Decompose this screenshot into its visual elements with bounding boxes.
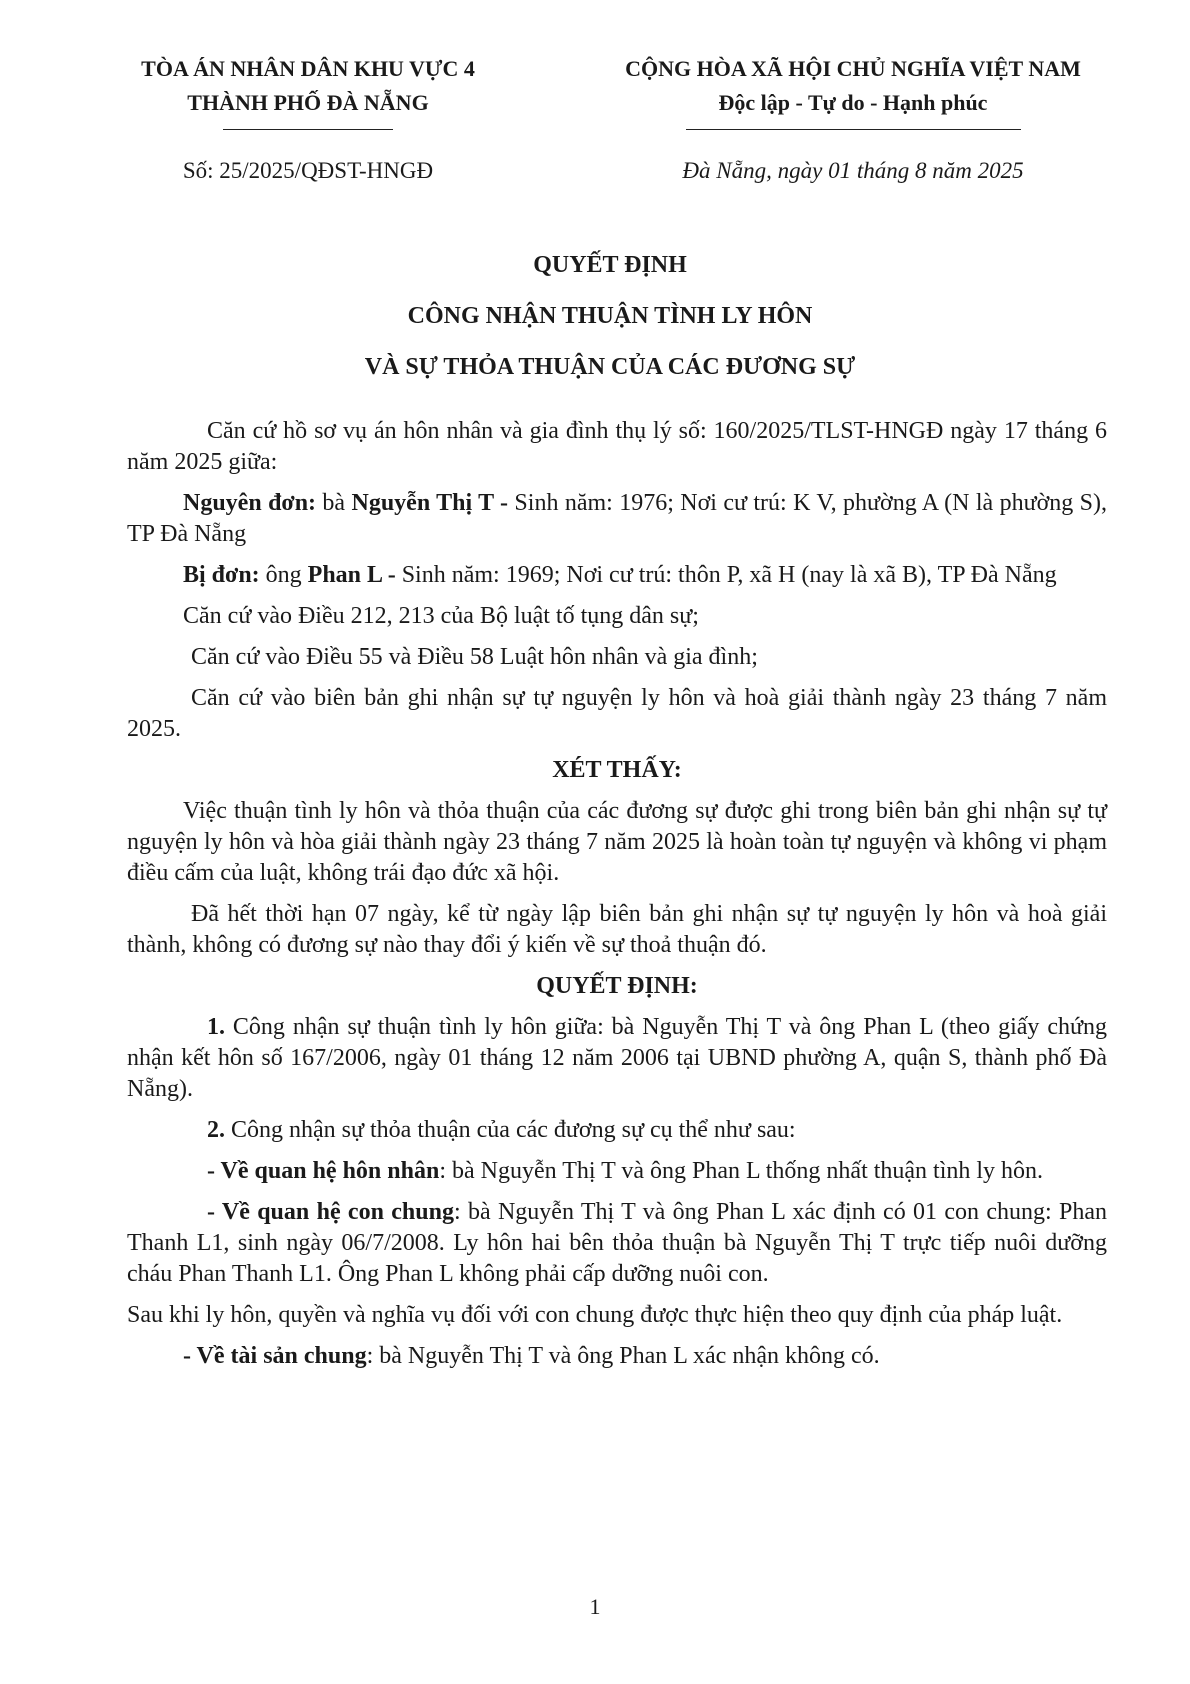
child-relation-paragraph xyxy=(127,1197,1107,1290)
defendant-prefix: ông xyxy=(259,562,308,588)
legal-basis-1: Căn cứ vào Điều 212, 213 của Bộ luật tố tụng dân sự; xyxy=(183,603,699,629)
document-body xyxy=(127,416,1107,1382)
court-name-line1: TÒA ÁN NHÂN DÂN KHU VỰC 4 xyxy=(141,56,475,81)
document-subtitle-1: CÔNG NHẬN THUẬN TÌNH LY HÔN xyxy=(407,303,813,329)
plaintiff-details: Sinh năm: 1976; Nơi cư trú: K V, phường A (N là phường S), TP Đà Nẵng xyxy=(127,490,1108,547)
court-name-line2: THÀNH PHỐ ĐÀ NẴNG xyxy=(187,90,429,115)
court-header xyxy=(108,52,508,130)
decision-item-1-text: Công nhận sự thuận tình ly hôn giữa: bà Nguyễn Thị T và ông Phan L (theo giấy chứng nhận kết hôn số 167/2006, ngày 01 tháng 12 năm 2006 tại UBND phường A, quận S, thành phố Đà Nẵng). xyxy=(127,1014,1107,1102)
after-divorce-paragraph: Sau khi ly hôn, quyền và nghĩa vụ đối với con chung được thực hiện theo quy định của pháp luật. xyxy=(127,1302,1063,1328)
marriage-relation-text: : bà Nguyễn Thị T và ông Phan L thống nhất thuận tình ly hôn. xyxy=(439,1158,1044,1184)
finding-paragraph-1: Việc thuận tình ly hôn và thỏa thuận của các đương sự được ghi trong biên bản ghi nhận sự tự nguyện ly hôn và hòa giải thành ngày 23 tháng 7 năm 2025 là hoàn toàn tự nguyện và không vi phạm điều cấm của luật, không trái đạo đức xã hội. xyxy=(127,798,1107,886)
defendant-label: Bị đơn: xyxy=(183,562,260,588)
national-header-underline xyxy=(686,129,1021,130)
plaintiff-label: Nguyên đơn: xyxy=(183,490,317,516)
national-header xyxy=(588,52,1118,130)
defendant-name: Phan L - xyxy=(307,562,396,588)
national-title: CỘNG HÒA XÃ HỘI CHỦ NGHĨA VIỆT NAM xyxy=(625,56,1081,81)
document-title: QUYẾT ĐỊNH xyxy=(533,252,687,278)
marriage-relation-paragraph xyxy=(127,1156,1107,1187)
marriage-relation-label: - Về quan hệ hôn nhân xyxy=(207,1158,440,1184)
child-relation-text: : bà Nguyễn Thị T và ông Phan L xác định có 01 con chung: Phan Thanh L1, sinh ngày 06/7/2008. Ly hôn hai bên thỏa thuận bà Nguyễn Thị T trực tiếp nuôi dưỡng cháu Phan Thanh L1. Ông Phan L không phải cấp dưỡng nuôi con. xyxy=(127,1199,1108,1287)
common-property-text: : bà Nguyễn Thị T và ông Phan L xác nhận không có. xyxy=(366,1343,880,1369)
court-header-underline xyxy=(223,129,393,130)
common-property-label: - Về tài sản chung xyxy=(183,1343,367,1369)
child-relation-label: - Về quan hệ con chung xyxy=(207,1199,454,1225)
decision-item-2-text: Công nhận sự thỏa thuận của các đương sự cụ thể như sau: xyxy=(225,1117,796,1143)
finding-paragraph-2: Đã hết thời hạn 07 ngày, kể từ ngày lập biên bản ghi nhận sự tự nguyện ly hôn và hoà giải thành, không có đương sự nào thay đổi ý kiến về sự thoả thuận đó. xyxy=(127,901,1107,958)
decision-item-2 xyxy=(127,1115,1107,1146)
document-title-block xyxy=(100,240,1120,393)
decision-number: Số: 25/2025/QĐST-HNGĐ xyxy=(182,158,434,183)
place-and-date: Đà Nẵng, ngày 01 tháng 8 năm 2025 xyxy=(682,158,1024,183)
decision-item-2-number: 2. xyxy=(207,1117,225,1143)
decision-item-1 xyxy=(127,1012,1107,1105)
page-number: 1 xyxy=(589,1594,601,1619)
legal-basis-2: Căn cứ vào Điều 55 và Điều 58 Luật hôn nhân và gia đình; xyxy=(191,644,758,670)
defendant-paragraph xyxy=(127,560,1107,591)
national-motto: Độc lập - Tự do - Hạnh phúc xyxy=(718,90,988,115)
decision-item-1-number: 1. xyxy=(207,1014,225,1040)
defendant-details: Sinh năm: 1969; Nơi cư trú: thôn P, xã H (nay là xã B), TP Đà Nẵng xyxy=(395,562,1057,588)
plaintiff-paragraph xyxy=(127,488,1107,550)
case-basis-paragraph: Căn cứ hồ sơ vụ án hôn nhân và gia đình thụ lý số: 160/2025/TLST-HNGĐ ngày 17 tháng 6 năm 2025 giữa: xyxy=(127,418,1107,475)
plaintiff-prefix: bà xyxy=(316,490,352,516)
plaintiff-name: Nguyễn Thị T - xyxy=(351,490,509,516)
decision-heading: QUYẾT ĐỊNH: xyxy=(536,973,698,999)
findings-heading: XÉT THẤY: xyxy=(552,757,682,783)
document-subtitle-2: VÀ SỰ THỎA THUẬN CỦA CÁC ĐƯƠNG SỰ xyxy=(364,354,856,380)
common-property-paragraph xyxy=(127,1341,1107,1372)
legal-basis-3: Căn cứ vào biên bản ghi nhận sự tự nguyện ly hôn và hoà giải thành ngày 23 tháng 7 năm 2025. xyxy=(127,685,1107,742)
